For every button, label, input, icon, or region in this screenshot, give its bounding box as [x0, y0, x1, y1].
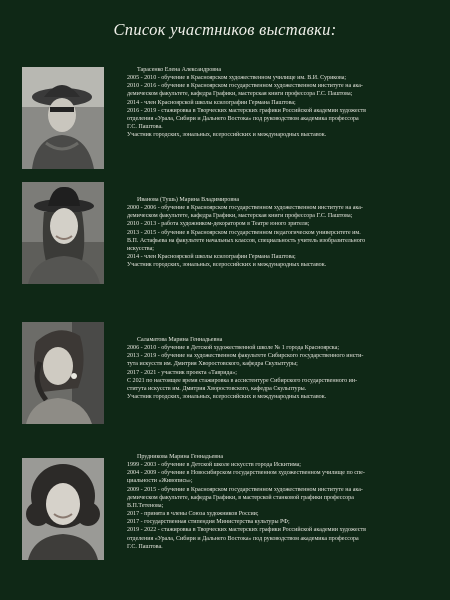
portrait-woman-with-curly-hair-icon: [22, 458, 104, 560]
participant-bio: [127, 336, 432, 401]
bio-line: циальности «Живопись»;: [127, 478, 193, 485]
participant-photo: [22, 182, 104, 284]
bio-line: Участник городских, зональных, всероссийских и международных выставок.: [127, 262, 327, 269]
bio-line: 2006 - 2010 - обучение в Детской художественной школе № 1 города Красноярска;: [127, 345, 340, 352]
participant-bio: [127, 66, 432, 139]
bio-line: 2009 - 2015 - обучение в Красноярском государственном художественном институте на ака-: [127, 486, 363, 493]
bio-line: Участник городских, зональных, всероссийских и международных выставок.: [127, 394, 327, 401]
bio-line: отделения «Урала, Сибири и Дальнего Востока» под руководством академика профессора: [127, 115, 359, 122]
bio-line: демическом факультете, кафедра Графики, мастерская книги профессора Г.С. Паштова;: [127, 213, 353, 220]
bio-line: Г.С. Паштова.: [127, 124, 163, 131]
participant-photo: [22, 458, 104, 560]
bio-line: демическом факультете, кафедра Графики, в мастерской станковой графики профессора: [127, 494, 354, 501]
bio-line: 2004 - 2009 - обучение в Новосибирском государственном художественном училище по спе-: [127, 470, 365, 477]
participant-name: Прудникова Марина Геннадьевна: [137, 454, 224, 460]
bio-line: тута искусств им. Дмитрия Хворостовского, кафедра Скульптуры;: [127, 361, 298, 368]
participant-photo: [22, 67, 104, 169]
bio-line: 1999 - 2003 - обучение в Детской школе искусств города Искитима;: [127, 462, 301, 469]
bio-line: 2017 - государственная стипендия Министерства культуры РФ;: [127, 519, 290, 526]
bio-line: В.П.Тетенова;: [127, 502, 164, 509]
bio-line: 2010 - 2016 - обучение в Красноярском государственном художественном институте на ака-: [127, 83, 363, 90]
participant-photo: [22, 322, 104, 424]
participant-name: Тарасенко Елена Александровна: [137, 67, 222, 73]
bio-line: 2014 - член Красноярской школы ксилографии Германа Паштова;: [127, 99, 296, 106]
bio-line: 2013 - 2019 - обучение на художественном факультете Сибирского государственного инсти-: [127, 353, 364, 360]
bio-line: искусства;: [127, 245, 154, 252]
bio-line: 2000 - 2006 - обучение в Красноярском государственном художественном институте на ака-: [127, 205, 363, 212]
bio-line: 2017 - 2021 - участник проекта «Таврида»;: [127, 369, 237, 376]
participant-bio: [127, 196, 432, 269]
bio-line: В.П. Астафьева на факультете начальных классов, специальность учитель изобразительного: [127, 237, 366, 244]
bio-line: демическом факультете, кафедра Графики, мастерская книги профессора Г.С. Паштова;: [127, 91, 353, 98]
participant-bio: [127, 453, 432, 551]
bio-line: Участник городских, зональных, всероссийских и международных выставок.: [127, 132, 327, 139]
page-title: Список участников выставки:: [113, 20, 337, 39]
portrait-woman-in-hat-icon: [22, 67, 104, 169]
participant-name: Иванова (Тушь) Марина Владимировна: [137, 197, 240, 203]
bio-line: Г.С. Паштова.: [127, 543, 163, 550]
bio-line: 2010 - 2013 - работа художником-декоратором в Театре юного зрителя;: [127, 221, 310, 228]
bio-line: 2016 - 2019 - стажировка в Творческих мастерских графики Российской академии художеств: [127, 107, 366, 114]
participant-name: Саламатова Марина Геннадьевна: [137, 337, 223, 343]
bio-line: 2019 - 2022 - стажировка в Творческих мастерских графики Российской академии художеств: [127, 527, 366, 534]
portrait-woman-with-earring-icon: [22, 322, 104, 424]
portrait-woman-in-fedora-icon: [22, 182, 104, 284]
bio-line: 2017 - принята в члены Союза художников России;: [127, 511, 259, 518]
bio-line: 2013 - 2015 - обучение в Красноярском государственном педагогическом университете им.: [127, 229, 361, 236]
bio-line: отделения «Урала, Сибири и Дальнего Востока» под руководством академика профессора: [127, 535, 359, 542]
bio-line: ститута искусств им. Дмитрия Хворостовского, кафедра Скульптуры.: [127, 385, 307, 392]
bio-line: 2014 - член Красноярской школы ксилографии Германа Паштова;: [127, 254, 296, 261]
bio-line: 2005 - 2010 - обучение в Красноярском художественном училище им. В.И. Сурикова;: [127, 75, 347, 82]
bio-line: С 2021 по настоящее время стажировка в ассистентуре Сибирского государственного ин-: [127, 377, 358, 384]
